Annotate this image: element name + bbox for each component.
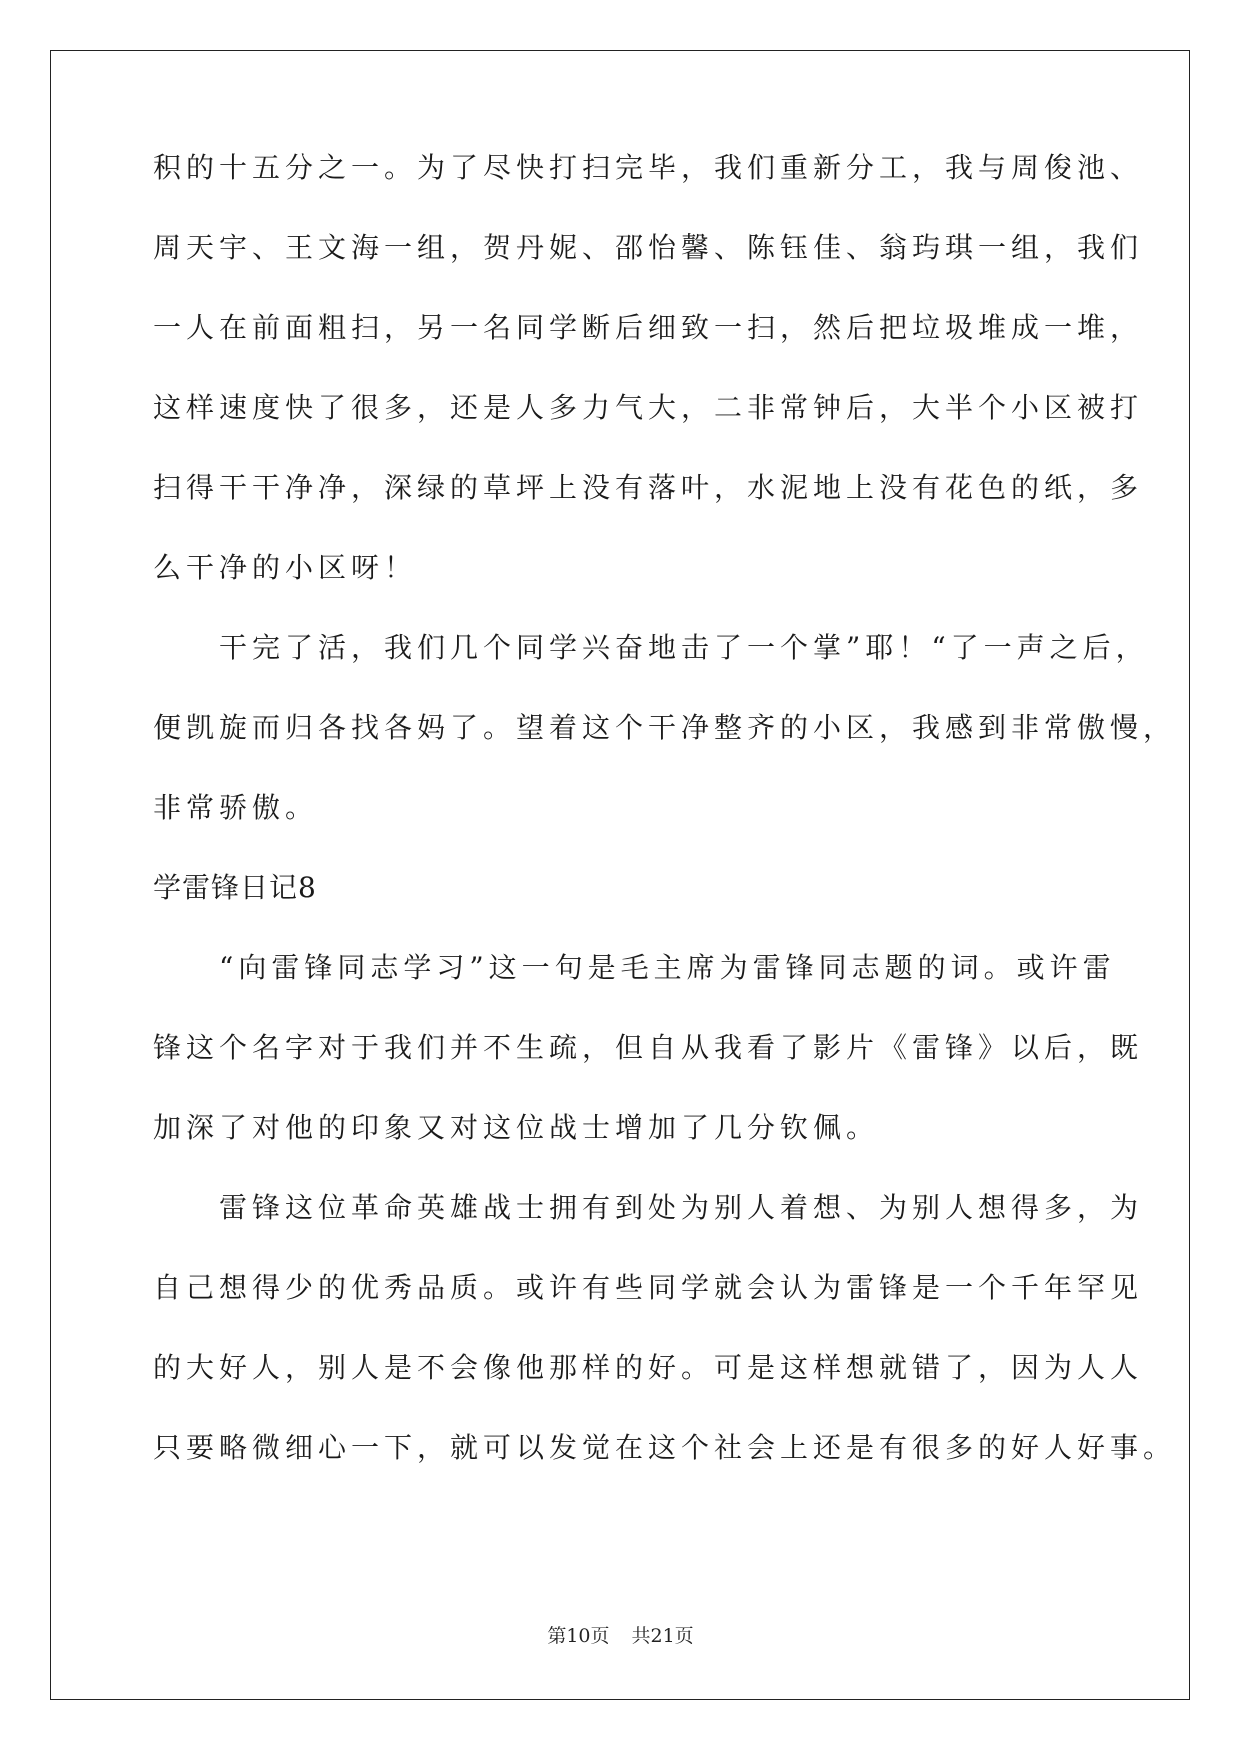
text-line: 便凯旋而归各找各妈了。望着这个干净整齐的小区，我感到非常傲慢， [153,711,1177,744]
document-body [153,148,1177,1508]
text-line: 非常骄傲。 [153,791,319,824]
page-total: 共21页 [631,1625,694,1647]
text-line: 的大好人，别人是不会像他那样的好。可是这样想就错了，因为人人 [153,1351,1144,1384]
text-line: 只要略微细心一下，就可以发觉在这个社会上还是有很多的好人好事。 [153,1431,1177,1464]
text-line: 雷锋这位革命英雄战士拥有到处为别人着想、为别人想得多，为 [219,1191,1144,1224]
page-number: 第10页 [547,1625,610,1647]
text-line: 周天宇、王文海一组，贺丹妮、邵怡馨、陈钰佳、翁玙琪一组，我们 [153,231,1144,264]
page-footer [0,1624,1241,1648]
text-line: 扫得干干净净，深绿的草坪上没有落叶，水泥地上没有花色的纸，多 [153,471,1144,504]
text-line: 加深了对他的印象又对这位战士增加了几分钦佩。 [153,1111,880,1144]
text-line: 锋这个名字对于我们并不生疏，但自从我看了影片《雷锋》以后，既 [153,1031,1144,1064]
text-line: 积的十五分之一。为了尽快打扫完毕，我们重新分工，我与周俊池、 [153,151,1144,184]
text-line: 干完了活，我们几个同学兴奋地击了一个掌”耶！“了一声之后， [219,631,1149,664]
text-line: 么干净的小区呀！ [153,551,418,584]
text-line: 一人在前面粗扫，另一名同学断后细致一扫，然后把垃圾堆成一堆， [153,311,1144,344]
section-heading: 学雷锋日记8 [153,871,317,904]
text-line: 自己想得少的优秀品质。或许有些同学就会认为雷锋是一个千年罕见 [153,1271,1144,1304]
text-line: “向雷锋同志学习”这一句是毛主席为雷锋同志题的词。或许雷 [219,951,1116,984]
text-line: 这样速度快了很多，还是人多力气大，二非常钟后，大半个小区被打 [153,391,1144,424]
